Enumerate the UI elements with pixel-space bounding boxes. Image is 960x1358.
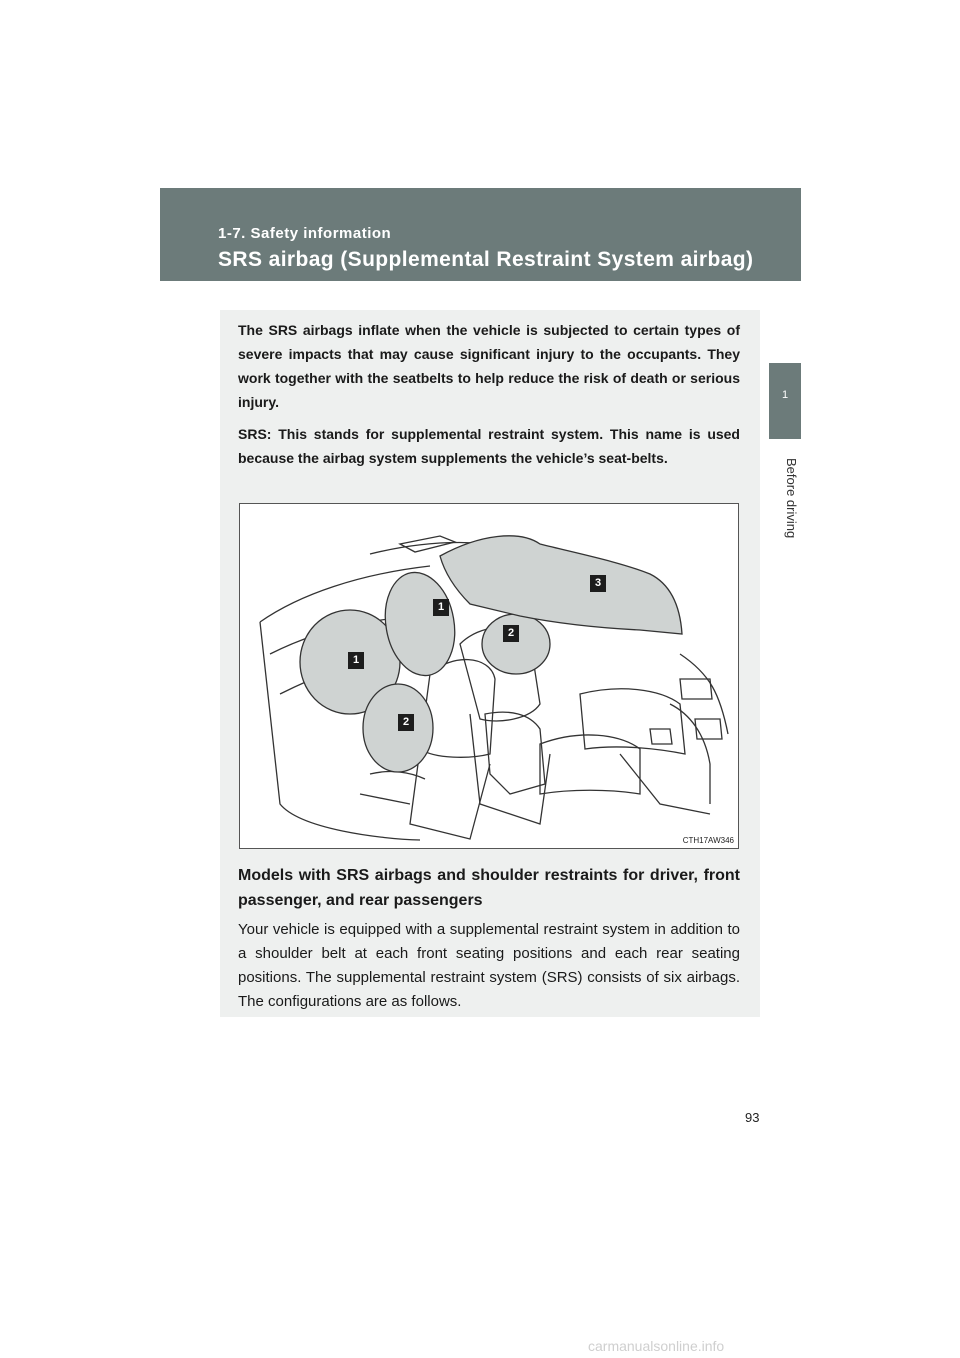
callout-2-front: 2 <box>398 714 414 731</box>
content-panel <box>220 310 760 1017</box>
figure-code: CTH17AW346 <box>682 836 734 845</box>
section-label: 1-7. Safety information <box>218 225 392 242</box>
car-interior-drawing <box>240 504 738 848</box>
section-heading: Models with SRS airbags and shoulder restraints for driver, front passenger, and rear passengers <box>238 867 740 909</box>
callout-2-rear: 2 <box>503 625 519 642</box>
chapter-tab-label: Before driving <box>784 458 799 539</box>
chapter-tab-number: 1 <box>781 389 789 401</box>
watermark[interactable]: carmanualsonline.info <box>588 1338 725 1354</box>
callout-3-curtain: 3 <box>590 575 606 592</box>
page-number: 93 <box>745 1110 760 1125</box>
airbag-illustration <box>239 503 739 849</box>
page-title: SRS airbag (Supplemental Restraint System airbag) <box>218 248 754 271</box>
chapter-tab[interactable] <box>769 363 801 439</box>
intro-paragraph: The SRS airbags inflate when the vehicle is subjected to certain types of severe impacts that may cause significant injury to the occupants. They work together with the seatbelts to help reduce the risk of death or serious injury. <box>238 322 740 410</box>
callout-1-driver: 1 <box>348 652 364 669</box>
srs-definition: SRS: This stands for supplemental restraint system. This name is used because the airbag system supplements the vehicle’s seat-belts. <box>238 426 740 466</box>
section-body: Your vehicle is equipped with a supplemental restraint system in addition to a shoulder belt at each front seating positions and each rear seating positions. The supplemental restraint system (SRS) consists of six airbags. The configurations are as follows. <box>238 921 740 1010</box>
callout-1-passenger: 1 <box>433 599 449 616</box>
page-header <box>160 188 801 281</box>
